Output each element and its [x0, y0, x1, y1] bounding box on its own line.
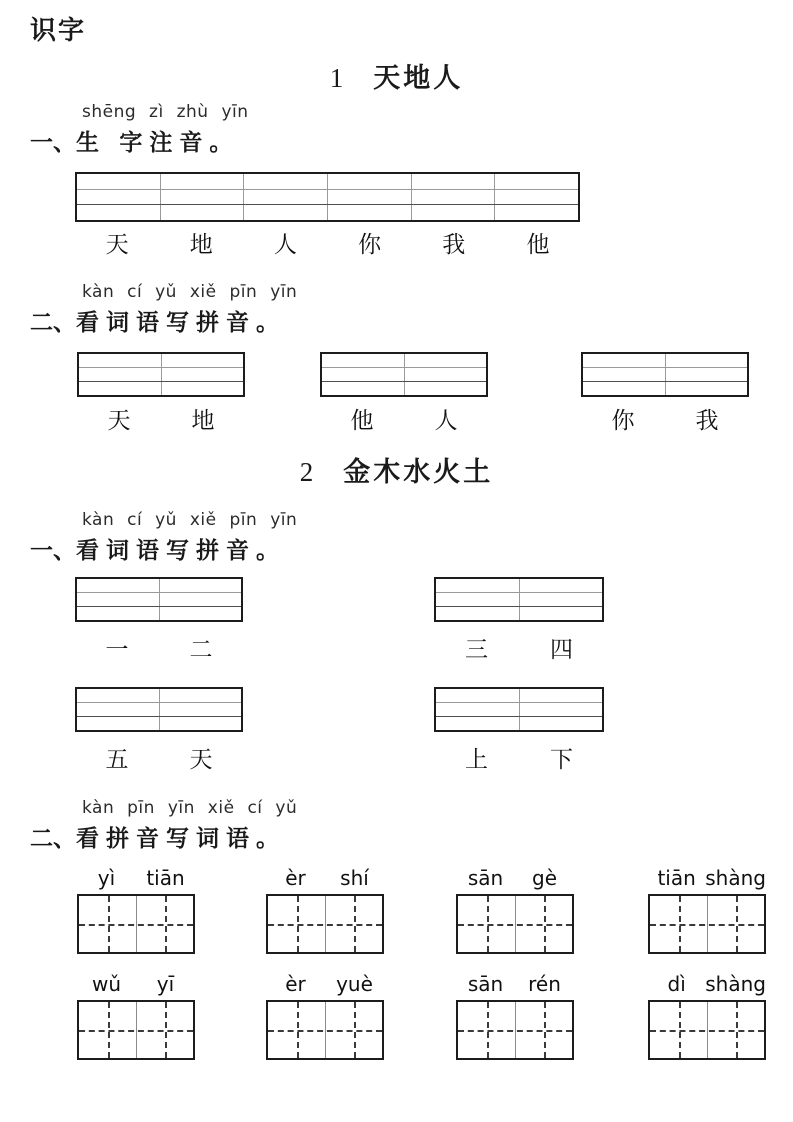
table-row — [77, 606, 241, 620]
char-row — [75, 741, 243, 774]
lesson-1-heading — [0, 56, 793, 95]
hanzi: 三 — [465, 637, 488, 662]
table-cell — [404, 354, 487, 367]
section-pinyin-hint: kàn pīn yīn xiě cí yǔ — [82, 798, 298, 818]
table-cell — [322, 368, 404, 381]
hanzi: 下 — [550, 747, 573, 772]
table-cell — [436, 593, 519, 606]
grid-line — [268, 924, 382, 926]
table-row — [436, 606, 602, 620]
section-title — [30, 304, 286, 337]
pinyin-syllable: rén — [528, 972, 561, 996]
char-row — [77, 402, 245, 435]
table-cell — [77, 607, 159, 620]
table-cell — [160, 190, 244, 205]
table-cell — [159, 717, 242, 730]
hanzi: 二 — [189, 637, 213, 662]
table-row — [436, 716, 602, 730]
table-cell — [243, 190, 327, 205]
hanzi: 人 — [434, 408, 458, 433]
table-cell — [519, 689, 603, 702]
grid-line — [458, 1030, 572, 1032]
table-cell — [665, 354, 748, 367]
table-cell — [77, 579, 159, 592]
pinyin-answer-table — [75, 172, 580, 222]
table-cell — [519, 579, 603, 592]
section-title — [30, 124, 239, 157]
table-cell — [159, 593, 242, 606]
section-title — [30, 532, 286, 565]
grid-pinyin-label — [77, 972, 195, 996]
table-cell — [79, 354, 161, 367]
table-cell — [79, 368, 161, 381]
table-row — [77, 592, 241, 606]
table-row — [77, 189, 578, 205]
section-text: 看拼音写词语。 — [76, 825, 286, 851]
table-cell — [161, 382, 244, 395]
pinyin-syllable: shí — [340, 866, 369, 890]
hanzi: 上 — [465, 747, 488, 772]
hanzi: 他 — [350, 408, 374, 433]
pinyin-syllable: shàng — [705, 866, 766, 890]
table-cell — [77, 703, 159, 716]
pinyin-syllable: yuè — [336, 972, 373, 996]
table-cell — [159, 579, 242, 592]
hanzi: 四 — [550, 637, 573, 662]
grid-line — [650, 1030, 764, 1032]
hanzi: 地 — [191, 408, 215, 433]
table-cell — [77, 717, 159, 730]
hanzi: 天 — [107, 408, 131, 433]
table-row — [77, 716, 241, 730]
table-cell — [77, 689, 159, 702]
table-cell — [161, 368, 244, 381]
doc-title: 识字 — [30, 15, 87, 45]
table-cell — [519, 703, 603, 716]
section-pinyin-hint: shēng zì zhù yīn — [82, 102, 249, 122]
table-row — [77, 579, 241, 592]
table-cell — [494, 174, 578, 189]
pinyin-answer-table — [581, 352, 749, 397]
grid-line — [79, 1030, 193, 1032]
table-cell — [411, 190, 495, 205]
pinyin-syllable: èr — [285, 972, 306, 996]
lesson-2-title: 金木水火土 — [343, 457, 494, 487]
table-cell — [79, 382, 161, 395]
table-row — [77, 689, 241, 702]
hanzi: 我 — [442, 232, 466, 257]
grid-line — [79, 924, 193, 926]
char-row — [75, 631, 243, 664]
table-cell — [77, 205, 160, 220]
hanzi: 天 — [105, 232, 129, 257]
table-cell — [411, 205, 495, 220]
table-cell — [494, 190, 578, 205]
hanzi: 地 — [189, 232, 213, 257]
pinyin-answer-table — [77, 352, 245, 397]
pinyin-syllable: yī — [156, 972, 175, 996]
table-cell — [665, 382, 748, 395]
writing-grid — [648, 894, 766, 954]
pinyin-syllable: dì — [667, 972, 686, 996]
grid-line — [458, 924, 572, 926]
table-cell — [436, 607, 519, 620]
table-cell — [160, 174, 244, 189]
table-cell — [436, 703, 519, 716]
section-label: 二、 — [30, 825, 76, 851]
char-row — [581, 402, 749, 435]
writing-grid — [77, 1000, 195, 1060]
section-text: 看词语写拼音。 — [76, 309, 286, 335]
lesson-2-number: 2 — [299, 457, 314, 487]
table-cell — [519, 717, 603, 730]
section-title — [30, 820, 286, 853]
pinyin-answer-table — [434, 577, 604, 622]
lesson-1-number: 1 — [329, 63, 344, 93]
table-cell — [583, 382, 665, 395]
table-row — [79, 354, 243, 367]
lesson-2-heading — [0, 450, 793, 489]
section-label: 一、 — [30, 129, 76, 155]
section-text: 生 字注音。 — [76, 129, 240, 155]
table-cell — [583, 354, 665, 367]
pinyin-answer-table — [434, 687, 604, 732]
table-cell — [327, 205, 411, 220]
table-row — [436, 689, 602, 702]
grid-pinyin-label — [266, 972, 384, 996]
char-row — [320, 402, 488, 435]
table-row — [322, 381, 486, 395]
pinyin-syllable: sān — [467, 972, 504, 996]
hanzi: 天 — [189, 747, 213, 772]
grid-pinyin-label — [456, 972, 574, 996]
writing-grid — [456, 894, 574, 954]
table-cell — [494, 205, 578, 220]
table-cell — [665, 368, 748, 381]
pinyin-syllable: shàng — [705, 972, 766, 996]
hanzi: 你 — [358, 232, 382, 257]
table-cell — [322, 354, 404, 367]
section-text: 看词语写拼音。 — [76, 537, 286, 563]
hanzi: 五 — [105, 747, 129, 772]
grid-pinyin-label — [648, 972, 766, 996]
table-row — [583, 381, 747, 395]
table-row — [79, 367, 243, 381]
grid-pinyin-label — [648, 866, 766, 890]
table-cell — [583, 368, 665, 381]
pinyin-syllable: gè — [532, 866, 557, 890]
pinyin-answer-table — [75, 577, 243, 622]
pinyin-answer-table — [320, 352, 488, 397]
lesson-1-title: 天地人 — [373, 63, 464, 93]
table-cell — [159, 689, 242, 702]
table-cell — [327, 190, 411, 205]
table-row — [436, 702, 602, 716]
hanzi: 我 — [695, 408, 719, 433]
writing-grid — [266, 894, 384, 954]
pinyin-syllable: tiān — [657, 866, 696, 890]
table-cell — [404, 368, 487, 381]
table-row — [583, 367, 747, 381]
table-cell — [159, 607, 242, 620]
table-row — [77, 702, 241, 716]
table-cell — [519, 593, 603, 606]
section-label: 二、 — [30, 309, 76, 335]
table-row — [79, 381, 243, 395]
table-cell — [327, 174, 411, 189]
grid-line — [268, 1030, 382, 1032]
writing-grid — [77, 894, 195, 954]
table-cell — [404, 382, 487, 395]
table-row — [77, 174, 578, 189]
pinyin-syllable: wǔ — [91, 972, 122, 996]
table-row — [322, 367, 486, 381]
writing-grid — [266, 1000, 384, 1060]
table-cell — [77, 593, 159, 606]
char-row — [434, 631, 604, 664]
table-cell — [77, 174, 160, 189]
table-row — [436, 592, 602, 606]
writing-grid — [648, 1000, 766, 1060]
pinyin-syllable: yì — [97, 866, 116, 890]
table-cell — [436, 579, 519, 592]
writing-grid — [456, 1000, 574, 1060]
grid-pinyin-label — [266, 866, 384, 890]
section-pinyin-hint: kàn cí yǔ xiě pīn yīn — [82, 282, 298, 302]
table-cell — [436, 689, 519, 702]
table-row — [436, 579, 602, 592]
table-cell — [436, 717, 519, 730]
hanzi: 一 — [105, 637, 129, 662]
section-label: 一、 — [30, 537, 76, 563]
table-cell — [161, 354, 244, 367]
grid-line — [650, 924, 764, 926]
table-cell — [411, 174, 495, 189]
hanzi: 人 — [273, 232, 297, 257]
table-row — [322, 354, 486, 367]
table-cell — [77, 190, 160, 205]
hanzi: 他 — [526, 232, 550, 257]
pinyin-syllable: tiān — [146, 866, 185, 890]
table-row — [77, 204, 578, 220]
table-cell — [159, 703, 242, 716]
table-cell — [322, 382, 404, 395]
table-cell — [160, 205, 244, 220]
section-pinyin-hint: kàn cí yǔ xiě pīn yīn — [82, 510, 298, 530]
table-cell — [519, 607, 603, 620]
grid-pinyin-label — [77, 866, 195, 890]
pinyin-syllable: sān — [467, 866, 504, 890]
table-row — [583, 354, 747, 367]
pinyin-answer-table — [75, 687, 243, 732]
hanzi: 你 — [611, 408, 635, 433]
table-cell — [243, 205, 327, 220]
char-row — [434, 741, 604, 774]
grid-pinyin-label — [456, 866, 574, 890]
table-cell — [243, 174, 327, 189]
char-row — [75, 226, 580, 259]
pinyin-syllable: èr — [285, 866, 306, 890]
